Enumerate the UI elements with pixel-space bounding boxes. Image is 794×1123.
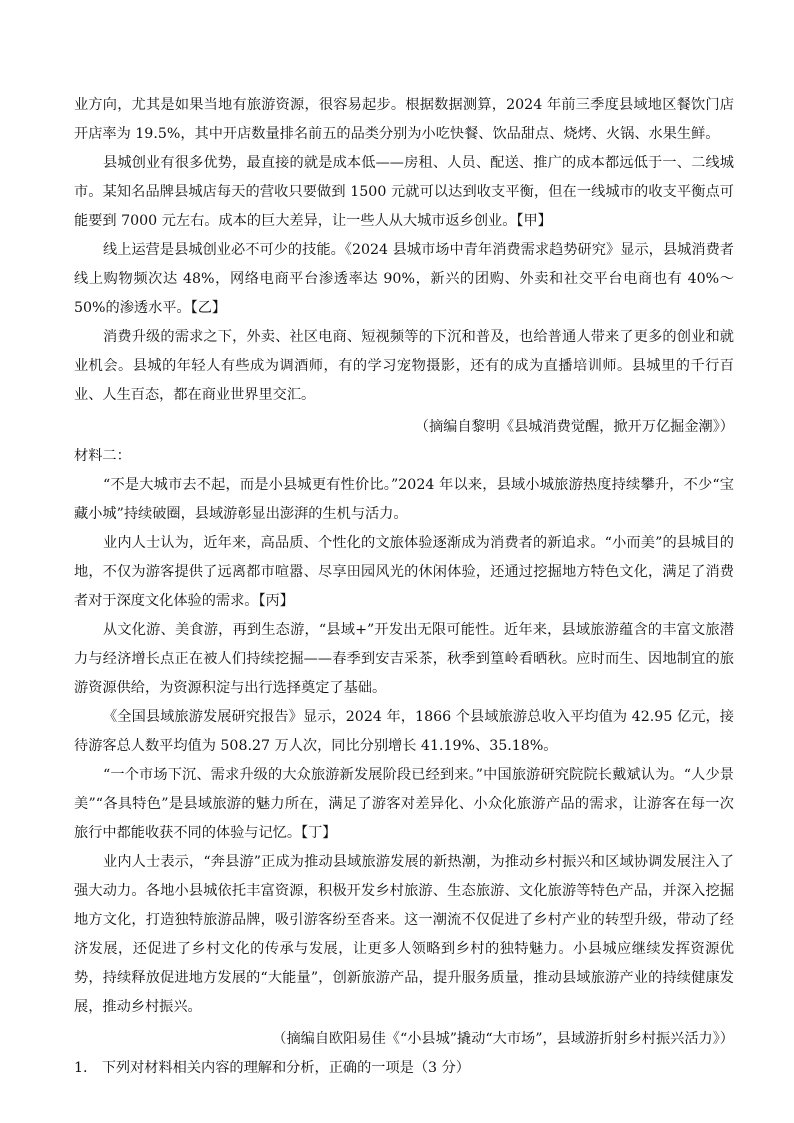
material1-paragraph-3: 线上运营是县城创业必不可少的技能。《2024 县城市场中青年消费需求趋势研究》显示，县城消费者线上购物频次达 48%，网络电商平台渗透率达 90%，新兴的团购、外卖和社交平台电商也有 40%～50%的渗透水平。【乙】 xyxy=(74,242,734,316)
document-content xyxy=(74,91,734,1083)
material1-paragraph-2: 县城创业有很多优势，最直接的就是成本低——房租、人员、配送、推广的成本都远低于一、二线城市。某知名品牌县城店每天的营收只要做到 1500 元就可以达到收支平衡，但在一线城市的收支平衡点可能要到 7000 元左右。成本的巨大差异，让一些人从大城市返乡创业。【甲】 xyxy=(74,155,734,229)
question-1: 1. 下列对材料相关内容的理解和分析，正确的一项是（3 分） xyxy=(74,1060,470,1076)
material2-paragraph-2: 业内人士认为，近年来，高品质、个性化的文旅体验逐渐成为消费者的新追求。“小而美”的县城目的地，不仅为游客提供了远离都市喧嚣、尽享田园风光的休闲体验，还通过挖掘地方特色文化，满足了消费者对于深度文化体验的需求。【丙】 xyxy=(74,535,734,609)
material1-paragraph-4: 消费升级的需求之下，外卖、社区电商、短视频等的下沉和普及，也给普通人带来了更多的创业和就业机会。县城的年轻人有些成为调酒师，有的学习宠物摄影，还有的成为直播培训师。县城里的千行百业、人生百态，都在商业世界里交汇。 xyxy=(74,329,734,403)
material2-paragraph-5: “一个市场下沉、需求升级的大众旅游新发展阶段已经到来。”中国旅游研究院院长戴斌认为。“人少景美”“各具特色”是县域旅游的魅力所在，满足了游客对差异化、小众化旅游产品的需求，让游客在每一次旅行中都能收获不同的体验与记忆。【丁】 xyxy=(74,767,734,841)
material2-paragraph-1: “不是大城市去不起，而是小县城更有性价比。”2024 年以来，县域小城旅游热度持续攀升，不少“宝藏小城”持续破圈，县域游彰显出澎湃的生机与活力。 xyxy=(74,477,734,522)
material2-paragraph-6: 业内人士表示，“奔县游”正成为推动县域旅游发展的新热潮，为推动乡村振兴和区域协调发展注入了强大动力。各地小县城依托丰富资源，积极开发乡村旅游、生态旅游、文化旅游等特色产品，并深入挖掘地方文化，打造独特旅游品牌，吸引游客纷至沓来。这一潮流不仅促进了乡村产业的转型升级，带动了经济发展，还促进了乡村文化的传承与发展，让更多人领略到乡村的独特魅力。小县城应继续发挥资源优势，持续释放促进地方发展的“大能量”，创新旅游产品，提升服务质量，推动县域旅游产业的持续健康发展，推动乡村振兴。 xyxy=(74,854,734,1015)
material1-source: （摘编自黎明《县城消费觉醒，掀开万亿掘金潮》） xyxy=(414,419,734,435)
material2-heading: 材料二： xyxy=(74,448,131,464)
material2-source: （摘编自欧阳易佳《“小县城”撬动“大市场”，县域游折射乡村振兴活力》） xyxy=(272,1031,734,1047)
material2-paragraph-4: 《全国县域旅游发展研究报告》显示，2024 年，1866 个县域旅游总收入平均值为 42.95 亿元，接待游客总人数平均值为 508.27 万人次，同比分别增长 41.19%、35.18%。 xyxy=(74,709,734,754)
material2-paragraph-3: 从文化游、美食游，再到生态游，“县域+”开发出无限可能性。近年来，县域旅游蕴含的丰富文旅潜力与经济增长点正在被人们持续挖掘——春季到安吉采茶，秋季到篁岭看晒秋。应时而生、因地制宜的旅游资源供给，为资源积淀与出行选择奠定了基础。 xyxy=(74,622,734,696)
material1-paragraph-1: 业方向，尤其是如果当地有旅游资源，很容易起步。根据数据测算，2024 年前三季度县域地区餐饮门店开店率为 19.5%，其中开店数量排名前五的品类分别为小吃快餐、饮品甜点、烧烤、火锅、水果生鲜。 xyxy=(74,97,734,142)
